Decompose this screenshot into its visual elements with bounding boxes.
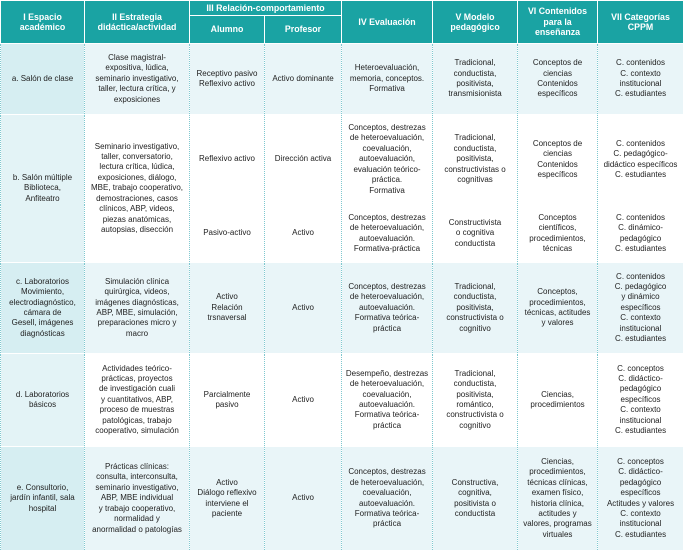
cell-categorias: C. contenidos C. contexto institucional C. estudiantes <box>598 44 683 115</box>
cell-contenidos: Conceptos de ciencias Contenidos específicos <box>518 44 598 115</box>
cell-alumno: Reflexivo activo <box>190 115 265 205</box>
cell-evaluacion: Conceptos, destrezas de heteroevaluación, coevaluación, autoevaluación, evaluación teórico- práctica. Formativa <box>342 115 433 205</box>
cell-evaluacion: Heteroevaluación, memoria, conceptos. Formativa <box>342 44 433 115</box>
cell-evaluacion: Desempeño, destrezas de heteroevaluación, coevaluación, autoevaluación. Formativa teórica- práctica <box>342 354 433 447</box>
table-row <box>1 447 683 551</box>
cell-contenidos: Ciencias, procedimientos, técnicas clínicas, examen físico, historia clínica, actitudes y valores, programas virtuales <box>518 447 598 551</box>
cell-modelo: Tradicional, conductista, positivista, transmisionista <box>433 44 518 115</box>
header-categorias: VII Categorías CPPM <box>598 1 683 44</box>
header-espacio: I Espacio académico <box>1 1 85 44</box>
table-row <box>1 263 683 354</box>
cell-alumno: Receptivo pasivo Reflexivo activo <box>190 44 265 115</box>
cell-profesor: Activo dominante <box>265 44 342 115</box>
cell-espacio: e. Consultorio, jardín infantil, sala hospital <box>1 447 85 551</box>
cell-profesor: Activo <box>265 263 342 354</box>
cell-estrategia: Actividades teórico- prácticas, proyectos de investigación cuali y cuantitativos, ABP, proceso de muestras patológicas, trabajo cooperativo, simulación <box>85 354 190 447</box>
cell-evaluacion: Conceptos, destrezas de heteroevaluación, coevaluación, autoevaluación. Formativa teórica- práctica <box>342 447 433 551</box>
cell-estrategia: Prácticas clínicas: consulta, interconsulta, seminario investigativo, ABP, MBE individual y trabajo cooperativo, normalidad y anormalidad o patologías <box>85 447 190 551</box>
cell-alumno: Pasivo-activo <box>190 205 265 263</box>
header-estrategia: II Estrategia didáctica/actividad <box>85 1 190 44</box>
table-row <box>1 44 683 115</box>
header-relacion: III Relación-comportamiento <box>190 1 342 16</box>
cell-modelo: Constructivista o cognitiva conductista <box>433 205 518 263</box>
table-row <box>1 115 683 205</box>
cell-profesor: Activo <box>265 354 342 447</box>
cell-contenidos: Conceptos de ciencias Contenidos específicos <box>518 115 598 205</box>
header-modelo: V Modelo pedagógico <box>433 1 518 44</box>
cell-categorias: C. contenidos C. pedagógico- didáctico específicos C. estudiantes <box>598 115 683 205</box>
cell-evaluacion: Conceptos, destrezas de heteroevaluación, autoevaluación. Formativa teórica- práctica <box>342 263 433 354</box>
cell-categorias: C. contenidos C. dinámico- pedagógico C. estudiantes <box>598 205 683 263</box>
cell-categorias: C. contenidos C. pedagógico y dinámico específicos C. contexto institucional C. estudiantes <box>598 263 683 354</box>
cell-categorias: C. conceptos C. didáctico- pedagógico específicos Actitudes y valores C. contexto institucional C. estudiantes <box>598 447 683 551</box>
cell-estrategia: Simulación clínica quirúrgica, videos, imágenes diagnósticas, ABP, MBE, simulación, preparaciones micro y macro <box>85 263 190 354</box>
cell-alumno: Activo Diálogo reflexivo interviene el paciente <box>190 447 265 551</box>
cell-evaluacion: Conceptos, destrezas de heteroevaluación, autoevaluación. Formativa-práctica <box>342 205 433 263</box>
cell-espacio: a. Salón de clase <box>1 44 85 115</box>
table-row <box>1 354 683 447</box>
cell-contenidos: Ciencias, procedimientos <box>518 354 598 447</box>
cell-modelo: Tradicional, conductista, positivista, constructivistas o cognitivas <box>433 115 518 205</box>
cell-modelo: Tradicional, conductista, positivista, constructivista o cognitivo <box>433 263 518 354</box>
cell-espacio: b. Salón múltiple Biblioteca, Anfiteatro <box>1 115 85 263</box>
cell-contenidos: Conceptos científicos, procedimientos, técnicas <box>518 205 598 263</box>
cell-alumno: Parcialmente pasivo <box>190 354 265 447</box>
cell-categorias: C. conceptos C. didáctico- pedagógico específicos C. contexto institucional C. estudiantes <box>598 354 683 447</box>
cell-estrategia: Seminario investigativo, taller, conversatorio, lectura crítica, lúdica, exposiciones, diálogo, MBE, trabajo cooperativo, demostraciones, casos clínicos, ABP, videos, piezas anatómicas, autopsias, disección <box>85 115 190 263</box>
cell-espacio: d. Laboratorios básicos <box>1 354 85 447</box>
cell-profesor: Dirección activa <box>265 115 342 205</box>
cell-contenidos: Conceptos, procedimientos, técnicas, actitudes y valores <box>518 263 598 354</box>
cell-estrategia: Clase magistral- expositiva, lúdica, seminario investigativo, taller, lectura crítica, y exposiciones <box>85 44 190 115</box>
cell-modelo: Tradicional, conductista, positivista, romántico, constructivista o cognitivo <box>433 354 518 447</box>
cell-espacio: c. Laboratorios Movimiento, electrodiagnóstico, cámara de Gesell, imágenes diagnósticas <box>1 263 85 354</box>
cell-profesor: Activo <box>265 447 342 551</box>
header-alumno: Alumno <box>190 16 265 44</box>
header-evaluacion: IV Evaluación <box>342 1 433 44</box>
header-profesor: Profesor <box>265 16 342 44</box>
cell-modelo: Constructiva, cognitiva, positivista o conductista <box>433 447 518 551</box>
header-contenidos: VI Contenidos para la enseñanza <box>518 1 598 44</box>
cell-profesor: Activo <box>265 205 342 263</box>
cell-alumno: Activo Relación trsnaversal <box>190 263 265 354</box>
